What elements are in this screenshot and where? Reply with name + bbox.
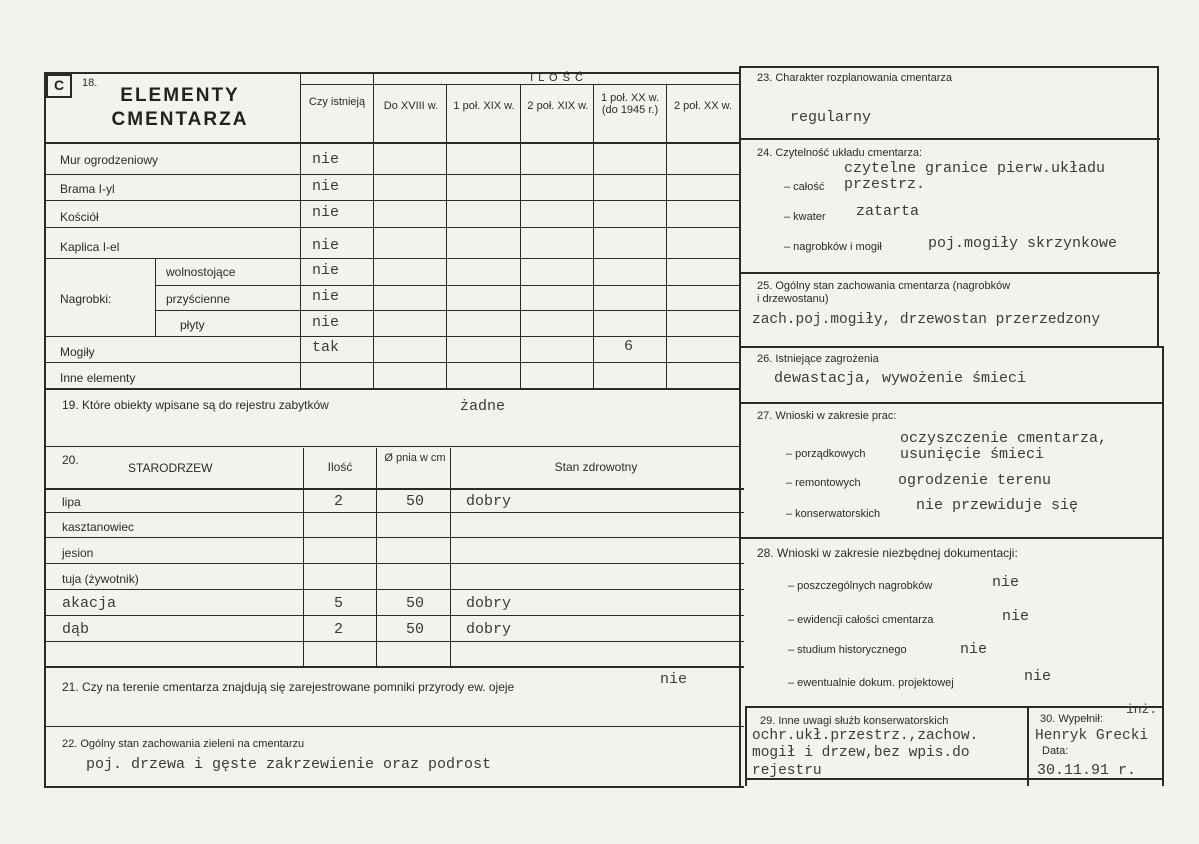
q23-value: regularny xyxy=(790,109,872,126)
tree-count-dab: 2 xyxy=(334,621,344,638)
tree-name-jesion: jesion xyxy=(62,546,94,560)
element-label-kaplica: Kaplica I-el xyxy=(60,240,120,254)
tree-name-kasztanowiec: kasztanowiec xyxy=(62,520,135,534)
q23-label: 23. Charakter rozplanowania cmentarza xyxy=(757,72,953,84)
q27-kons-value: nie przewiduje się xyxy=(916,497,1079,514)
q30-title-prefix: inż. xyxy=(1126,702,1158,717)
q28-item-3-value: nie xyxy=(1024,668,1052,685)
q30-label: 30. Wypełnił: xyxy=(1040,713,1103,725)
q28-item-2-value: nie xyxy=(960,641,988,658)
section-number: 18. xyxy=(82,77,98,89)
q29-line1: ochr.ukł.przestrz.,zachow. xyxy=(752,728,979,744)
tree-count-akacja: 5 xyxy=(334,595,344,612)
q27-label: 27. Wnioski w zakresie prac: xyxy=(757,410,897,422)
element-value-przyscienne: nie xyxy=(312,288,340,305)
q21-value: nie xyxy=(660,671,688,688)
tree-name-tuja: tuja (żywotnik) xyxy=(62,572,139,586)
element-label-mur: Mur ogrodzeniowy xyxy=(60,153,159,167)
ilosc-header: I L O Ś Ć xyxy=(530,72,584,84)
element-value-kosciol: nie xyxy=(312,204,340,221)
q29-line2: mogił i drzew,bez wpis.do xyxy=(752,745,970,761)
tree-diameter-akacja: 50 xyxy=(406,595,425,612)
element-value-brama: nie xyxy=(312,178,340,195)
element-value-kaplica: nie xyxy=(312,237,340,254)
element-label-mogily: Mogiły xyxy=(60,345,95,359)
tree-health-lipa: dobry xyxy=(466,493,512,510)
q27-kons-label: – konserwatorskich xyxy=(786,508,881,520)
element-label-wolnostojace: wolnostojące xyxy=(166,265,236,279)
q27-porz-value-1: oczyszczenie cmentarza, xyxy=(900,430,1108,447)
q30-name: Henryk Grecki xyxy=(1035,728,1149,744)
tree-name-lipa: lipa xyxy=(62,495,81,509)
q21-label: 21. Czy na terenie cmentarza znajdują się zarejestrowane pomniki przyrody ew. ojeje xyxy=(62,680,515,694)
q28-item-3-label: – ewentualnie dokum. projektowej xyxy=(788,677,954,689)
q27-porz-value-2: usunięcie śmieci xyxy=(900,446,1045,463)
q24-kwater-label: – kwater xyxy=(784,211,826,223)
q25-value: zach.poj.mogiły, drzewostan przerzedzony xyxy=(752,312,1101,328)
q29-label: 29. Inne uwagi służb konserwatorskich xyxy=(760,715,949,727)
element-label-przyscienne: przyścienne xyxy=(166,292,231,306)
col-exists-header: Czy istnieją xyxy=(308,96,366,108)
nagrobki-label: Nagrobki: xyxy=(60,292,112,306)
section-title-line1: ELEMENTY xyxy=(120,85,240,106)
q30-date-value: 30.11.91 r. xyxy=(1037,762,1137,779)
q22-label: 22. Ogólny stan zachowania zieleni na cmentarzu xyxy=(62,738,305,750)
q29-line3: rejestru xyxy=(752,763,822,779)
q24-line1: czytelne granice pierw.układu xyxy=(844,160,1106,177)
q27-rem-label: – remontowych xyxy=(786,477,861,489)
q24-calosc-label: – całość xyxy=(784,181,825,193)
starodrzew-col-diameter: Ø pnia w cm xyxy=(384,452,446,464)
tree-health-dab: dobry xyxy=(466,621,512,638)
period-header-2: 2 poł. XIX w. xyxy=(527,100,589,112)
q26-value: dewastacja, wywożenie śmieci xyxy=(774,370,1027,387)
q24-label: 24. Czytelność układu cmentarza: xyxy=(757,147,923,159)
starodrzew-col-count: Ilość xyxy=(327,460,353,474)
starodrzew-col-health: Stan zdrowotny xyxy=(554,460,638,474)
section-letter-box: C xyxy=(46,74,72,98)
q28-item-1-value: nie xyxy=(1002,608,1030,625)
tree-count-lipa: 2 xyxy=(334,493,344,510)
tree-name-dab: dąb xyxy=(62,621,90,638)
q22-value: poj. drzewa i gęste zakrzewienie oraz podrost xyxy=(86,756,492,773)
q28-label: 28. Wnioski w zakresie niezbędnej dokumentacji: xyxy=(757,546,1018,560)
tree-diameter-lipa: 50 xyxy=(406,493,425,510)
q30-date-label: Data: xyxy=(1042,745,1069,757)
q28-item-2-label: – studium historycznego xyxy=(788,644,907,656)
q26-label: 26. Istniejące zagrożenia xyxy=(757,353,879,365)
tree-name-akacja: akacja xyxy=(62,595,117,612)
element-value-wolnostojace: nie xyxy=(312,262,340,279)
q25-label-2: i drzewostanu) xyxy=(757,293,829,305)
period-header-1: 1 poł. XIX w. xyxy=(453,100,515,112)
element-value-mur: nie xyxy=(312,151,340,168)
tree-diameter-dab: 50 xyxy=(406,621,425,638)
period-header-3: 1 poł. XX w. (do 1945 r.) xyxy=(600,92,660,116)
q24-nagrobkow-label: – nagrobków i mogił xyxy=(784,241,882,253)
element-mogily-count: 6 xyxy=(624,338,634,355)
q28-item-0-value: nie xyxy=(992,574,1020,591)
q25-label-1: 25. Ogólny stan zachowania cmentarza (nagrobków xyxy=(757,280,1011,292)
q24-calosc-value: przestrz. xyxy=(844,176,926,193)
tree-health-akacja: dobry xyxy=(466,595,512,612)
q27-porz-label: – porządkowych xyxy=(786,448,866,460)
element-label-kosciol: Kościół xyxy=(60,210,99,224)
starodrzew-title: STARODRZEW xyxy=(128,461,213,475)
period-header-0: Do XVIII w. xyxy=(383,100,439,112)
starodrzew-number: 20. xyxy=(62,453,79,467)
period-header-4: 2 poł. XX w. xyxy=(673,100,733,112)
element-value-mogily: tak xyxy=(312,339,340,356)
q24-nagrobkow-value: poj.mogiły skrzynkowe xyxy=(928,235,1118,252)
element-label-plyty: płyty xyxy=(180,318,205,332)
element-label-inne: Inne elementy xyxy=(60,371,136,385)
q19-value: żadne xyxy=(460,398,506,415)
q28-item-0-label: – poszczególnych nagrobków xyxy=(788,580,933,592)
element-value-plyty: nie xyxy=(312,314,340,331)
q28-item-1-label: – ewidencji całości cmentarza xyxy=(788,614,934,626)
q19-label: 19. Które obiekty wpisane są do rejestru zabytków xyxy=(62,398,329,412)
q24-kwater-value: zatarta xyxy=(856,203,920,220)
section-title-line2: CMENTARZA xyxy=(111,109,249,130)
element-label-brama: Brama I-yl xyxy=(60,182,115,196)
q27-rem-value: ogrodzenie terenu xyxy=(898,472,1052,489)
